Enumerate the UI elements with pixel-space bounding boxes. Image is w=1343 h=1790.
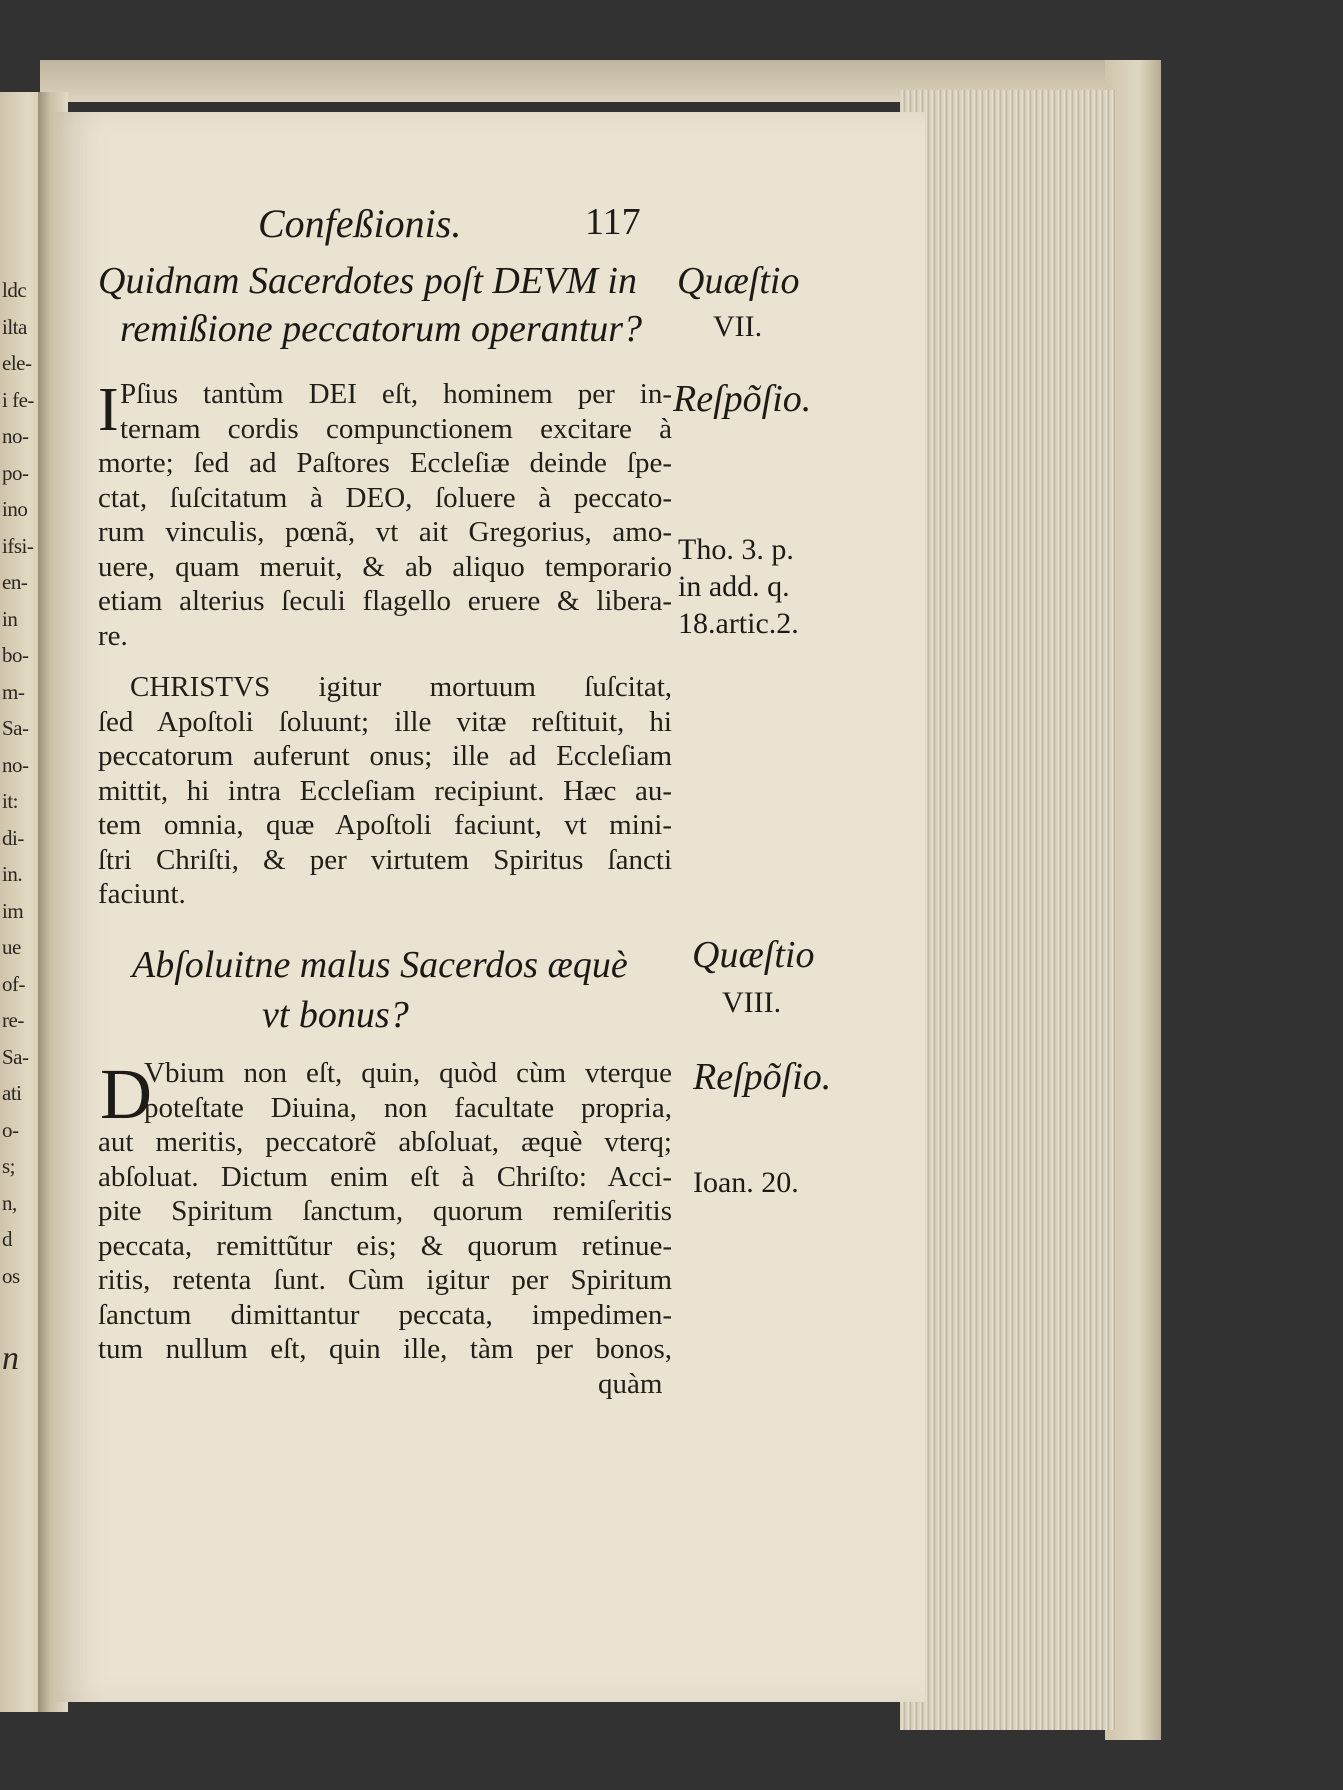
text-line: ſed Apoſtoli ſoluunt; ille vitæ reſtituit, hi: [98, 705, 672, 738]
running-header-title: Confeßionis.: [258, 201, 462, 246]
left-page-fragment: di-: [2, 825, 24, 850]
text-line: morte; ſed ad Paſtores Eccleſiæ deinde ſpe-: [98, 447, 672, 479]
question-7-dropcap: I: [98, 376, 119, 444]
question-7-paragraph-1: [98, 377, 672, 653]
text-line: peccata, remittũtur eis; & quorum retinue-: [98, 1229, 672, 1262]
left-page-fragment: it:: [2, 789, 19, 813]
page-fore-edge: [900, 90, 1115, 1730]
page-number: 117: [585, 201, 641, 243]
left-page-fragment: re-: [2, 1008, 24, 1032]
left-page-fragment: n,: [2, 1190, 17, 1215]
question-8-paragraph-1: [98, 1056, 672, 1401]
left-page-fragment: i fe-: [2, 387, 34, 412]
text-line: etiam alterius ſeculi flagello eruere & libera-: [98, 585, 672, 617]
question-7-number: VII.: [713, 310, 763, 343]
left-page-fragment: bo-: [2, 643, 29, 667]
text-line: ritis, retenta ſunt. Cùm igitur per Spiritum: [98, 1264, 672, 1296]
margin-note-line: 18.artic.2.: [678, 607, 799, 640]
text-line: tem omnia, quæ Apoſtoli faciunt, vt mini-: [98, 809, 672, 841]
text-line: Vbium non eſt, quin, quòd cùm vterque: [144, 1057, 672, 1089]
left-page-fragment: en-: [2, 570, 28, 594]
left-page-fragment: n: [2, 1340, 19, 1377]
left-page-fragment: ele-: [2, 351, 32, 375]
text-line: Pſius tantùm DEI eſt, hominem per in-: [120, 378, 672, 410]
question-7-paragraph-2: [98, 670, 672, 912]
left-page-fragment: im: [2, 898, 24, 923]
margin-note-line: Tho. 3. p.: [678, 533, 794, 566]
question-8-title-line-2: vt bonus?: [262, 994, 409, 1036]
left-page-fragment: ino: [2, 497, 28, 521]
left-page-fragment: po-: [2, 460, 29, 485]
catchword: quàm: [598, 1367, 663, 1400]
text-line: poteſtate Diuina, non facultate propria,: [144, 1091, 672, 1124]
left-page-fragment: d: [2, 1227, 12, 1251]
text-line: ſtri Chriſti, & per virtutem Spiritus ſancti: [98, 843, 672, 876]
text-line: ternam cordis compunctionem excitare à: [120, 412, 672, 445]
left-page-fragment: of-: [2, 971, 25, 996]
question-7-title-line-2: remißione peccatorum operantur?: [120, 308, 643, 350]
left-page-fragment: Sa-: [2, 716, 29, 740]
left-page-fragment: in: [2, 606, 18, 631]
text-line: rum vinculis, pœnã, vt ait Gregorius, amo-: [98, 516, 672, 548]
text-line: abſoluat. Dictum enim eſt à Chriſto: Acci-: [98, 1160, 672, 1193]
left-page-fragment: ifsi-: [2, 533, 34, 558]
left-page-fragment: ilta: [2, 314, 27, 339]
left-page-fragment: s;: [2, 1154, 16, 1178]
text-line: uere, quam meruit, & ab aliquo temporario: [98, 550, 672, 583]
left-page-fragment: ati: [2, 1081, 22, 1105]
question-8-response-label: Reſpõſio.: [693, 1056, 832, 1098]
text-line: ctat, ſuſcitatum à DEO, ſoluere à peccato-: [98, 481, 672, 514]
left-page-fragment: os: [2, 1263, 20, 1288]
text-line: ſanctum dimittantur peccata, impedimen-: [98, 1298, 672, 1331]
question-7-title-line-1: Quidnam Sacerdotes poſt DEVM in: [98, 260, 637, 302]
left-page-fragment: Sa-: [2, 1044, 29, 1069]
left-page-fragment: no-: [2, 424, 29, 448]
question-8-number: VIII.: [722, 986, 782, 1019]
question-8-label: Quæſtio: [692, 934, 815, 976]
text-line: faciunt.: [98, 878, 186, 910]
left-page-fragment: in.: [2, 862, 23, 886]
text-line: peccatorum auferunt onus; ille ad Eccleſiam: [98, 740, 672, 772]
left-page-fragment: no-: [2, 752, 29, 777]
text-line: re.: [98, 619, 128, 652]
text-line: tum nullum eſt, quin ille, tàm per bonos,: [98, 1333, 672, 1365]
text-line: mittit, hi intra Eccleſiam recipiunt. Hæc au-: [98, 774, 672, 807]
left-page-fragment: o-: [2, 1117, 19, 1142]
left-page-fragment: m-: [2, 679, 25, 704]
text-line: pite Spiritum ſanctum, quorum remiſeritis: [98, 1195, 672, 1227]
question-7-label: Quæſtio: [677, 260, 800, 302]
margin-note: Ioan. 20.: [693, 1166, 799, 1199]
text-line: CHRISTVS igitur mortuum ſuſcitat,: [130, 671, 672, 703]
left-page-fragment: ldc: [2, 278, 27, 302]
text-line: aut meritis, peccatorẽ abſoluat, æquè vterq;: [98, 1126, 672, 1158]
question-8-title-line-1: Abſoluitne malus Sacerdos æquè: [132, 944, 628, 986]
question-7-response-label: Reſpõſio.: [673, 378, 812, 420]
question-8-dropcap: D: [100, 1054, 152, 1134]
margin-note-line: in add. q.: [678, 570, 790, 603]
left-page-fragment: ue: [2, 935, 21, 959]
